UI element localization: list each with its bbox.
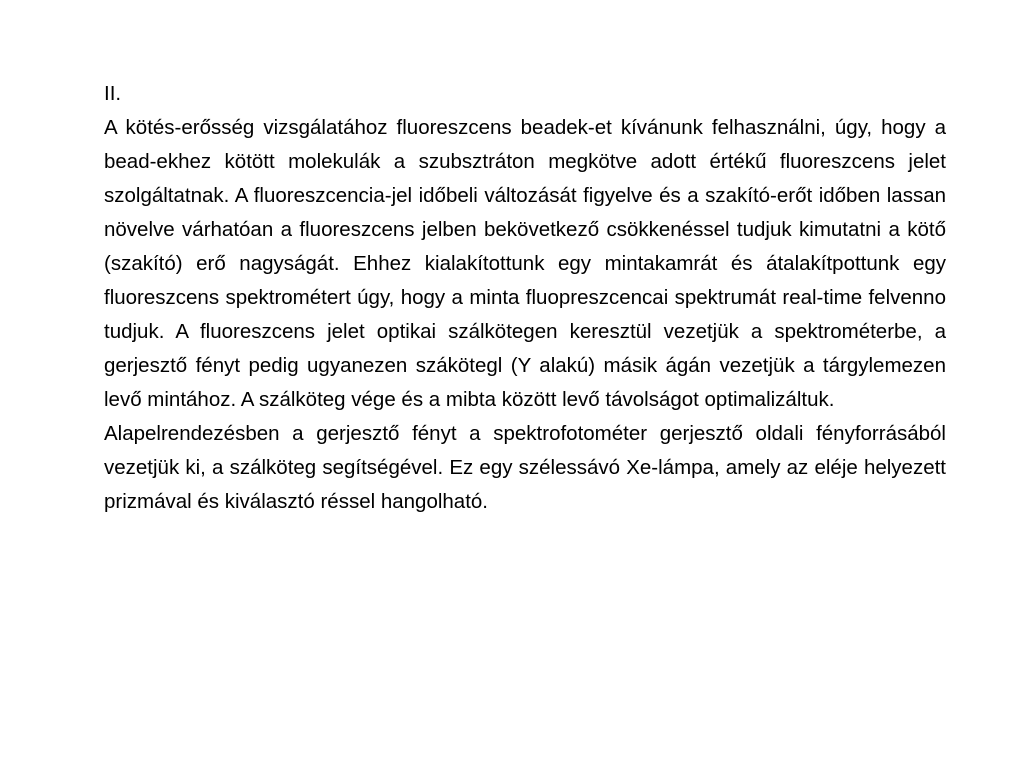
paragraph-2: Alapelrendezésben a gerjesztő fényt a spektrofotométer gerjesztő oldali fényforrásából vezetjük ki, a szálköteg segítségével. Ez egy szélessávó Xe-lámpa, amely az eléje helyezett prizmával és kiválasztó réssel hangolható. <box>104 422 946 513</box>
paragraph-1: A kötés-erősség vizsgálatához fluoreszcens beadek-et kívánunk felhasználni, úgy, hogy a bead-ekhez kötött molekulák a szubsztráton megkötve adott értékű fluoreszcens jelet szolgáltatnak. A fluoreszcencia-jel időbeli változását figyelve és a szakító-erőt időben lassan növelve várhatóan a fluoreszcens jelben bekövetkező csökkenéssel tudjuk kimutatni a kötő (szakító) erő nagyságát. Ehhez kialakítottunk egy mintakamrát és átalakítpottunk egy fluoreszcens spektrométert úgy, hogy a minta fluopreszcencai spektrumát real-time felvenno tudjuk. A fluoreszcens jelet optikai szálkötegen keresztül vezetjük a spektrométerbe, a gerjesztő fényt pedig ugyanezen szákötegl (Y alakú) másik ágán vezetjük a tárgylemezen levő mintához. A szálköteg vége és a mibta között levő távolságot optimalizáltuk. <box>104 116 946 411</box>
slide-text-body <box>104 77 946 519</box>
slide-heading: II. <box>104 82 122 105</box>
